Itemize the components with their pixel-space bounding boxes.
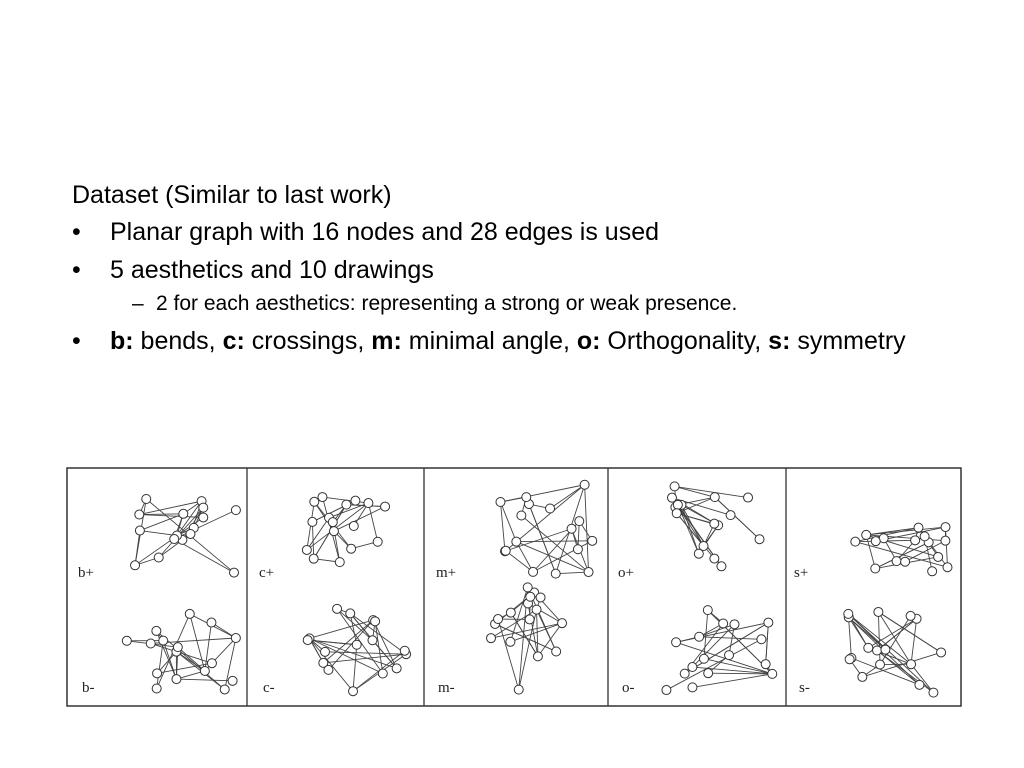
graph-node (943, 563, 952, 572)
graph-node (146, 639, 155, 648)
graph-node (584, 568, 593, 577)
graph-node (333, 604, 342, 613)
graph-node (131, 561, 140, 570)
graph-node (351, 496, 360, 505)
graph-node (871, 537, 880, 546)
graph-node (400, 646, 409, 655)
label-o-minus: o- (622, 680, 635, 696)
graph-node (670, 482, 679, 491)
graph-node (536, 593, 545, 602)
graph-node (310, 497, 319, 506)
graph-node (744, 493, 753, 502)
graph-node (845, 655, 854, 664)
graph-node (321, 647, 330, 656)
bullet-planar-graph (72, 217, 972, 247)
graph-node (673, 500, 682, 509)
graph-node (907, 660, 916, 669)
graph-node (308, 517, 317, 526)
graph-node (501, 546, 510, 555)
graph-node (170, 535, 179, 544)
graph-drawings-figure (66, 467, 962, 707)
graph-node (179, 509, 188, 518)
legend-desc-m: minimal angle, (401, 327, 577, 355)
graph-node (525, 615, 534, 624)
legend-desc-s: symmetry (790, 327, 906, 355)
graph-node (381, 502, 390, 511)
graph-node (368, 636, 377, 645)
graph-node (844, 609, 853, 618)
graph-drawings-image (66, 467, 962, 707)
graph-node (761, 660, 770, 669)
graph-node (680, 669, 689, 678)
graph-node (567, 524, 576, 533)
legend-desc-c: crossings, (244, 327, 372, 355)
graph-node (755, 535, 764, 544)
graph-node (699, 541, 708, 550)
graph-node (371, 617, 380, 626)
graph-node (318, 493, 327, 502)
bullet-marker: • (72, 327, 81, 355)
bullet-aesthetics (72, 255, 972, 285)
graph-node (551, 569, 560, 578)
legend-key-o: o: (576, 327, 601, 355)
label-m-minus: m- (438, 680, 455, 696)
graph-node (122, 636, 131, 645)
graph-node (514, 685, 523, 694)
graph-node (364, 499, 373, 508)
graph-node (881, 645, 890, 654)
label-s-minus: s- (799, 680, 810, 696)
graph-node (159, 636, 168, 645)
label-c-plus: c+ (259, 565, 275, 581)
graph-node (704, 669, 713, 678)
bullet-text: 5 aesthetics and 10 drawings (110, 256, 434, 284)
graph-node (228, 676, 237, 685)
graph-node (941, 523, 950, 532)
graph-node (153, 669, 162, 678)
graph-node (928, 567, 937, 576)
graph-node (915, 680, 924, 689)
graph-node (703, 606, 712, 615)
graph-node (373, 537, 382, 546)
graph-node (934, 552, 943, 561)
graph-node (688, 683, 697, 692)
graph-node (199, 503, 208, 512)
graph-node (726, 511, 735, 520)
graph-node (496, 497, 505, 506)
graph-node (546, 504, 555, 513)
graph-node (135, 510, 144, 519)
graph-node (346, 609, 355, 618)
graph-node (152, 626, 161, 635)
graph-node (710, 493, 719, 502)
graph-node (200, 666, 209, 675)
label-c-minus: c- (263, 680, 275, 696)
graph-node (710, 554, 719, 563)
graph-node (929, 688, 938, 697)
sub-bullet-marker: – (132, 292, 144, 315)
bullet-marker: • (72, 218, 81, 246)
graph-node (871, 564, 880, 573)
graph-node (552, 647, 561, 656)
legend-key-c: c: (222, 327, 245, 355)
label-o-plus: o+ (618, 565, 634, 581)
graph-node (575, 517, 584, 526)
graph-node (710, 519, 719, 528)
graph-node (229, 568, 238, 577)
graph-node (173, 643, 182, 652)
sub-bullet-strong-weak (72, 291, 972, 317)
graph-node (937, 648, 946, 657)
bullet-marker: • (72, 256, 81, 284)
graph-node (207, 659, 216, 668)
graph-node (730, 620, 739, 629)
graph-node (324, 665, 333, 674)
slide-content (72, 180, 972, 364)
graph-node (517, 511, 526, 520)
graph-node (303, 636, 312, 645)
label-s-plus: s+ (794, 565, 809, 581)
graph-node (672, 509, 681, 518)
graph-node (392, 664, 401, 673)
graph-node (874, 607, 883, 616)
graph-node (688, 663, 697, 672)
graph-node (526, 592, 535, 601)
graph-node (335, 558, 344, 567)
graph-node (573, 545, 582, 554)
graph-node (533, 652, 542, 661)
graph-node (352, 640, 361, 649)
graph-node (580, 480, 589, 489)
graph-node (186, 529, 195, 538)
graph-node (695, 632, 704, 641)
graph-node (873, 646, 882, 655)
label-b-plus: b+ (78, 565, 94, 581)
label-b-minus: b- (82, 680, 95, 696)
graph-node (207, 618, 216, 627)
graph-node (328, 518, 337, 527)
graph-node (378, 669, 387, 678)
label-m-plus: m+ (436, 565, 457, 581)
graph-node (858, 672, 867, 681)
graph-node (558, 619, 567, 628)
graph-node (329, 527, 338, 536)
graph-node (142, 495, 151, 504)
graph-node (135, 526, 144, 535)
graph-node (768, 669, 777, 678)
graph-node (172, 675, 181, 684)
graph-node (522, 493, 531, 502)
graph-node (529, 567, 538, 576)
graph-node (851, 537, 860, 546)
graph-node (309, 554, 318, 563)
graph-node (757, 635, 766, 644)
legend-desc-b: bends, (133, 327, 223, 355)
graph-node (347, 544, 356, 553)
graph-node (512, 537, 521, 546)
graph-node (231, 633, 240, 642)
graph-node (876, 660, 885, 669)
graph-node (864, 643, 873, 652)
graph-node (699, 654, 708, 663)
graph-node (719, 619, 728, 628)
legend-desc-o: Orthogonality, (600, 327, 769, 355)
bullet-legend (72, 326, 972, 356)
graph-node (662, 686, 671, 695)
graph-node (523, 583, 532, 592)
graph-node (717, 562, 726, 571)
graph-node (349, 687, 358, 696)
graph-node (199, 513, 208, 522)
graph-node (588, 536, 597, 545)
graph-node (349, 522, 358, 531)
graph-node (672, 638, 681, 647)
sub-bullet-text: 2 for each aesthetics: representing a strong or weak presence. (156, 292, 738, 315)
graph-node (487, 634, 496, 643)
graph-node (532, 605, 541, 614)
graph-node (941, 536, 950, 545)
dataset-heading: Dataset (Similar to last work) (72, 181, 392, 209)
graph-node (862, 530, 871, 539)
graph-node (220, 685, 229, 694)
graph-node (185, 609, 194, 618)
graph-node (506, 637, 515, 646)
graph-node (914, 523, 923, 532)
graph-node (154, 553, 163, 562)
graph-node (911, 536, 920, 545)
legend-key-m: m: (371, 327, 402, 355)
graph-node (920, 532, 929, 541)
graph-node (231, 506, 240, 515)
legend-key-b: b: (110, 327, 134, 355)
graph-node (725, 651, 734, 660)
graph-node (892, 557, 901, 566)
graph-node (506, 608, 515, 617)
graph-node (906, 611, 915, 620)
graph-node (302, 545, 311, 554)
legend-key-s: s: (768, 327, 791, 355)
bullet-text: Planar graph with 16 nodes and 28 edges is used (110, 218, 659, 246)
graph-node (342, 500, 351, 509)
graph-node (152, 684, 161, 693)
graph-node (494, 615, 503, 624)
graph-node (901, 557, 910, 566)
graph-node (764, 618, 773, 627)
